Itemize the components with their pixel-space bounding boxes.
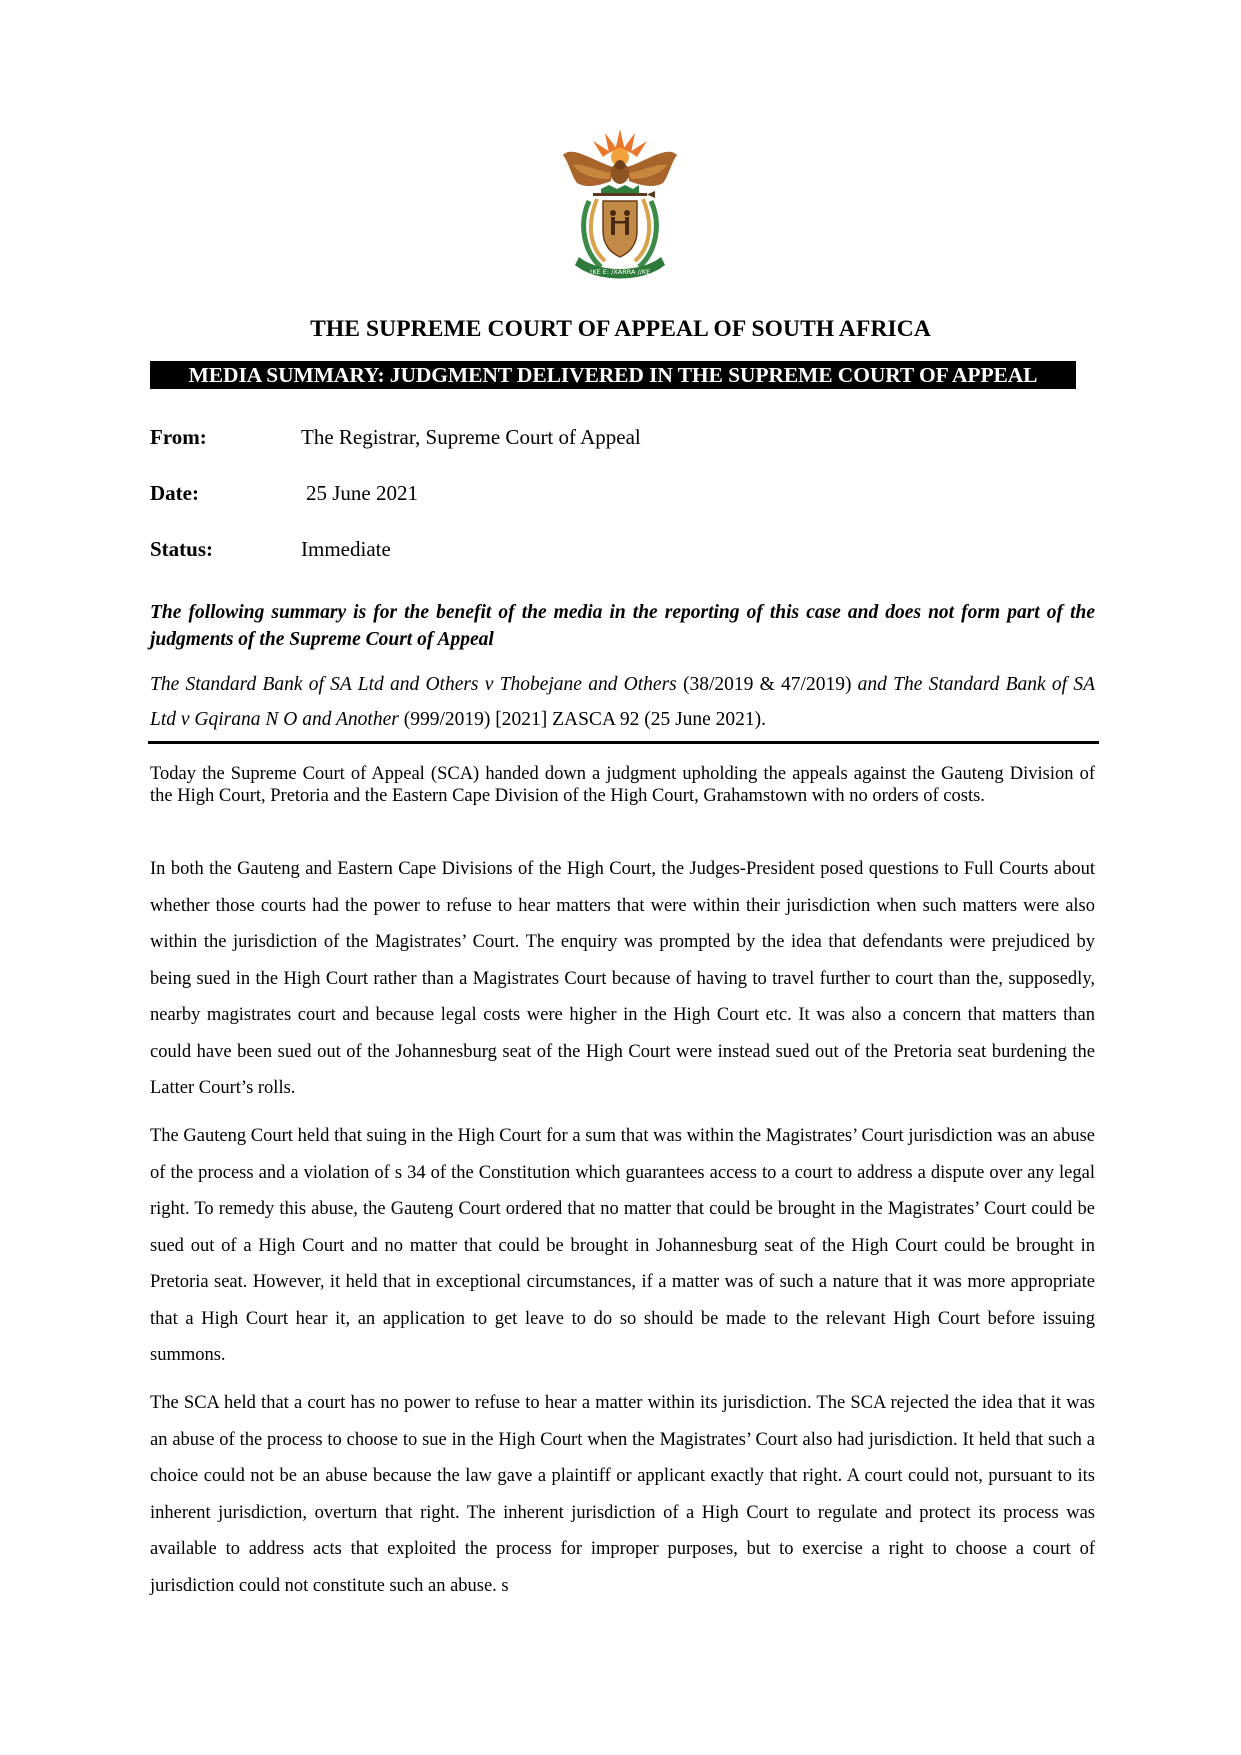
citation-connector: and The Standard Bank of SA Ltd v Gqirana N O and Another [150,674,1095,730]
status-label: Status: [150,537,214,561]
from-label: From: [150,425,207,449]
media-disclaimer: The following summary is for the benefit of the media in the reporting of this case and does not form part of the judgments of the Supreme Court of Appeal [150,602,1095,650]
body-paragraph-3: The Gauteng Court held that suing in the High Court for a sum that was within the Magistrates’ Court jurisdiction was an abuse of the process and a violation of s 34 of the Constitution which guarantees access to a court to address a dispute over any legal right. To remedy this abuse, the Gauteng Court ordered that no matter that could be brought in the Magistrates’ Court could be sued out of a High Court and no matter that could be brought in Johannesburg seat of the High Court could be brought in Pretoria seat. However, it held that in exceptional circumstances, if a matter was of such a nature that it was more appropriate that a High Court hear it, an application to get leave to do so should be made to the relevant High Court before issuing summons. [150,1126,1095,1365]
date-value: 25 June 2021 [306,481,418,505]
section-divider [148,741,1099,744]
status-value: Immediate [301,537,391,561]
crest-motto: !KE E: /XARRA //KE [589,268,651,276]
citation-rest: (999/2019) [2021] ZASCA 92 (25 June 2021). [403,709,767,730]
body-paragraph-1: Today the Supreme Court of Appeal (SCA) handed down a judgment upholding the appeals against the Gauteng Division of the High Court, Pretoria and the Eastern Cape Division of the High Court, Grahamstown with no orders of costs. [150,764,1095,806]
court-title: THE SUPREME COURT OF APPEAL OF SOUTH AFRICA [310,316,931,342]
from-value: The Registrar, Supreme Court of Appeal [301,425,641,449]
date-label: Date: [150,481,199,505]
citation-case-one-numbers: (38/2019 & 47/2019) [682,674,852,695]
media-summary-banner: MEDIA SUMMARY: JUDGMENT DELIVERED IN THE SUPREME COURT OF APPEAL [150,361,1076,389]
coat-of-arms-icon [557,127,683,285]
body-paragraph-4: The SCA held that a court has no power to refuse to hear a matter within its jurisdiction. The SCA rejected the idea that it was an abuse of the process to choose to sue in the High Court when the Magistrates’ Court also had jurisdiction. It held that such a choice could not be an abuse because the law gave a plaintiff or applicant exactly that right. A court could not, pursuant to its inherent jurisdiction, overturn that right. The inherent jurisdiction of a High Court to regulate and protect its process was available to address acts that exploited the process for improper purposes, but to exercise a right to choose a court of jurisdiction could not constitute such an abuse. s [150,1393,1095,1596]
case-citation [150,667,1095,737]
citation-case-one: The Standard Bank of SA Ltd and Others v Thobejane and Others [150,674,677,695]
body-paragraph-2: In both the Gauteng and Eastern Cape Divisions of the High Court, the Judges-President posed questions to Full Courts about whether those courts had the power to refuse to hear matters that were within their jurisdiction when such matters were also within the jurisdiction of the Magistrates’ Court. The enquiry was prompted by the idea that defendants were prejudiced by being sued in the High Court rather than a Magistrates Court because of having to travel further to court than the, supposedly, nearby magistrates court and because legal costs were higher in the High Court etc. It was also a concern that matters than could have been sued out of the Johannesburg seat of the High Court were instead sued out of the Pretoria seat burdening the Latter Court’s rolls. [150,859,1095,1098]
